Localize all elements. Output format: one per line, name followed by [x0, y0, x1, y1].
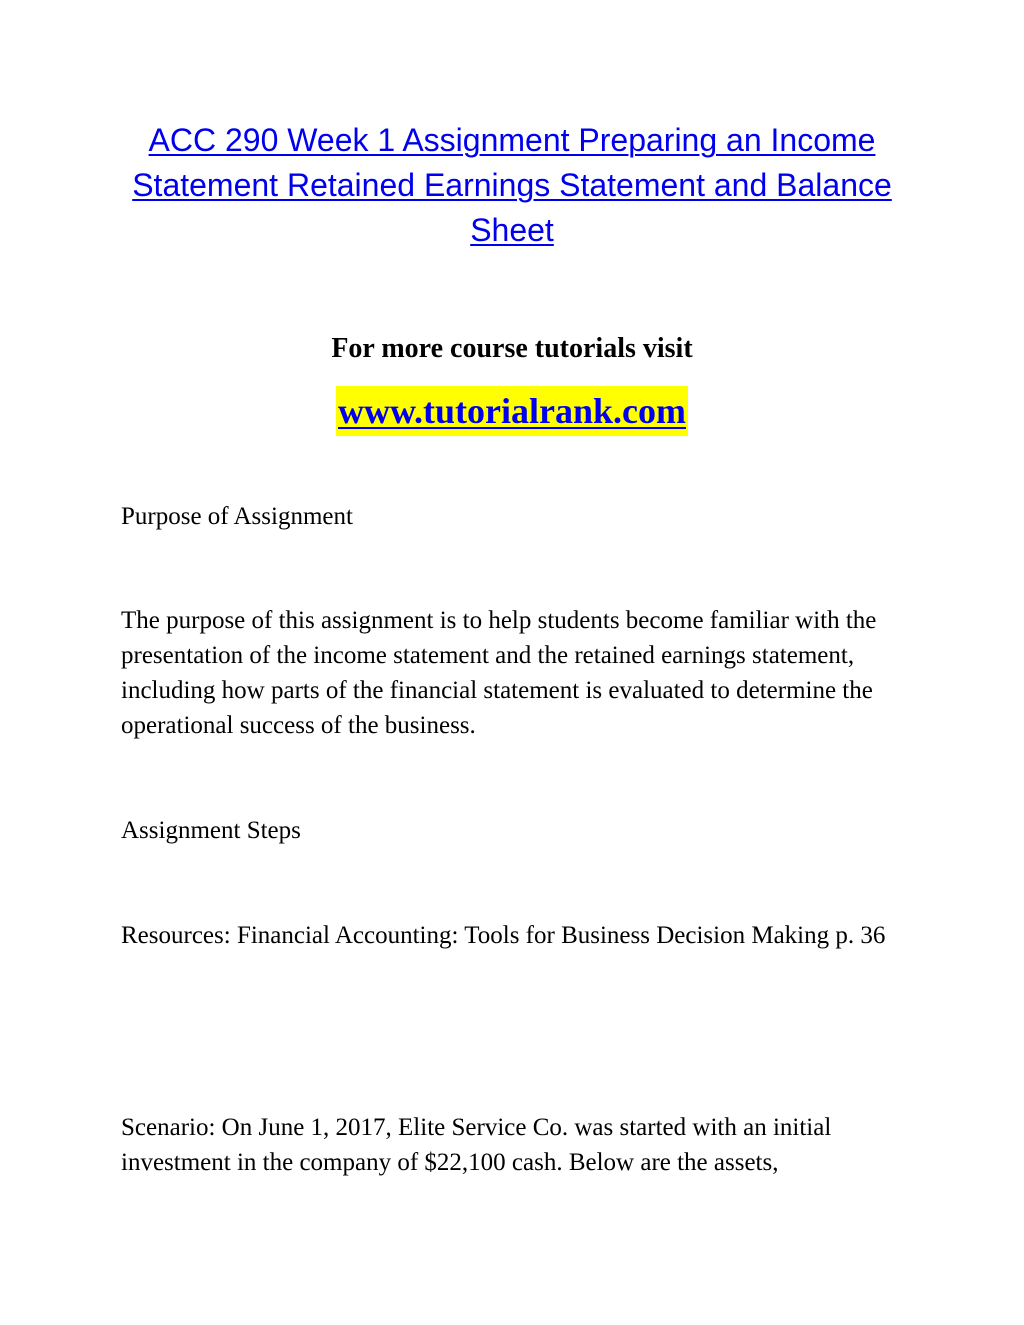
document-title-link[interactable]: ACC 290 Week 1 Assignment Preparing an Income Statement Retained Earnings Statement and Balance Sheet [132, 122, 892, 248]
scenario-paragraph: Scenario: On June 1, 2017, Elite Service Co. was started with an initial investment in the company of $22,100 cash. Below are the assets, [121, 1114, 832, 1176]
resources-paragraph: Resources: Financial Accounting: Tools for Business Decision Making p. 36 [121, 922, 886, 949]
purpose-paragraph: The purpose of this assignment is to help students become familiar with the presentation of the income statement and the retained earnings statement, including how parts of the financial statement is evaluated to determine the operational success of the business. [121, 607, 877, 739]
assignment-steps-heading: Assignment Steps [121, 817, 301, 844]
document-title[interactable] [110, 118, 914, 253]
tutorial-site-link[interactable]: www.tutorialrank.com [336, 386, 688, 436]
site-link-wrapper [0, 386, 1024, 436]
visit-label: For more course tutorials visit [331, 333, 693, 364]
purpose-heading: Purpose of Assignment [121, 503, 353, 530]
